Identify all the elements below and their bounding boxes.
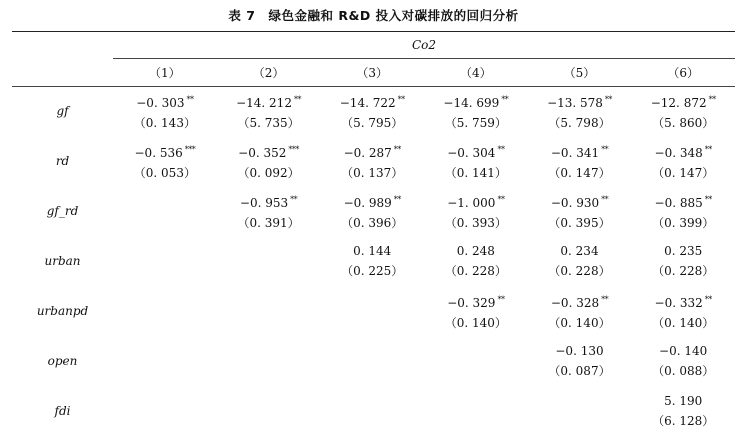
significance-stars: ***: [184, 144, 196, 154]
table-cell: [217, 336, 321, 386]
table-cell: [528, 136, 632, 186]
coefficient-line: [237, 190, 299, 213]
coefficient-block: [548, 341, 610, 381]
significance-stars: **: [497, 144, 505, 154]
table-cell: [113, 336, 217, 386]
standard-error: （0. 140）: [444, 315, 507, 330]
coefficient-block: [652, 190, 714, 233]
table-row: [12, 186, 735, 236]
coefficient-block: [445, 241, 507, 281]
standard-error: （0. 053）: [133, 165, 196, 180]
table-cell: [320, 86, 424, 136]
significance-stars: **: [604, 94, 612, 104]
table-cell: [424, 136, 528, 186]
column-header: （4）: [460, 66, 492, 80]
coefficient-value: −14. 722: [339, 95, 396, 110]
coefficient-block: [341, 140, 403, 183]
variable-label: urban: [44, 254, 81, 268]
coefficient-value: −0. 130: [555, 344, 604, 358]
coefficient-block: [134, 90, 196, 133]
table-row: [12, 286, 735, 336]
coefficient-value: 0. 144: [353, 244, 392, 258]
standard-error: （0. 228）: [652, 264, 715, 278]
coefficient-line: [652, 290, 714, 313]
coefficient-line: [547, 90, 612, 113]
coefficient-block: [134, 140, 196, 183]
table-cell: [424, 386, 528, 436]
standard-error: （0. 143）: [133, 115, 196, 130]
standard-error: （0. 141）: [444, 165, 507, 180]
significance-stars: ***: [288, 144, 299, 154]
coefficient-value: −0. 348: [654, 145, 703, 160]
coefficient-value: −0. 332: [654, 295, 703, 310]
dependent-variable-header: Co2: [411, 38, 437, 52]
table-cell: [424, 336, 528, 386]
significance-stars: **: [397, 94, 405, 104]
coefficient-value: −0. 303: [136, 95, 185, 110]
standard-error: （0. 147）: [548, 165, 611, 180]
significance-stars: **: [497, 294, 505, 304]
standard-error: （0. 147）: [652, 165, 715, 180]
table-title: 表 7 绿色金融和 R&D 投入对碳排放的回归分析: [228, 8, 519, 23]
coefficient-block: [236, 90, 301, 133]
coefficient-line: [443, 90, 508, 113]
coefficient-line: [341, 190, 403, 213]
table-cell: [528, 336, 632, 386]
standard-error: （0. 228）: [548, 264, 611, 278]
standard-error: （0. 393）: [444, 215, 507, 230]
significance-stars: **: [293, 94, 301, 104]
coefficient-value: 0. 235: [664, 244, 703, 258]
coefficient-block: [652, 391, 714, 431]
coefficient-block: [652, 241, 714, 281]
coefficient-block: [652, 140, 714, 183]
coefficient-line: [236, 90, 301, 113]
table-cell: [217, 386, 321, 436]
table-row: [12, 386, 735, 436]
coefficient-line: [548, 290, 610, 313]
coefficient-line: [445, 140, 507, 163]
table-row: [12, 336, 735, 386]
coefficient-block: [443, 90, 508, 133]
coefficient-block: [445, 290, 507, 333]
significance-stars: **: [497, 194, 505, 204]
standard-error: （0. 228）: [444, 264, 507, 278]
coefficient-value: 0. 248: [456, 244, 495, 258]
coefficient-value: −12. 872: [650, 95, 707, 110]
column-header: （2）: [252, 66, 285, 80]
column-header: （3）: [356, 66, 388, 80]
coefficient-value: −0. 352: [238, 145, 287, 160]
coefficient-value: −0. 140: [659, 344, 708, 358]
standard-error: （0. 396）: [341, 215, 404, 230]
column-header: （1）: [149, 66, 181, 80]
table-cell: [320, 286, 424, 336]
coefficient-value: −0. 885: [654, 195, 703, 210]
coefficient-block: [547, 90, 612, 133]
significance-stars: **: [601, 144, 609, 154]
significance-stars: **: [704, 144, 712, 154]
variable-label: rd: [55, 154, 70, 168]
coefficient-line: [548, 341, 610, 361]
table-cell: [631, 336, 735, 386]
coefficient-line: [548, 190, 610, 213]
significance-stars: **: [601, 294, 609, 304]
coefficient-value: −0. 953: [239, 195, 289, 210]
table-cell: [528, 386, 632, 436]
coefficient-line: [548, 140, 610, 163]
table-row: [12, 86, 735, 136]
coefficient-line: [652, 341, 714, 361]
coefficient-value: −14. 699: [443, 95, 500, 110]
column-header: （6）: [667, 66, 699, 80]
coefficient-line: [548, 241, 610, 261]
coefficient-block: [237, 190, 299, 233]
variable-label: fdi: [54, 404, 71, 418]
table-cell: [320, 336, 424, 386]
coefficient-value: −0. 930: [550, 195, 600, 210]
table-cell: [113, 386, 217, 436]
table-cell: [631, 286, 735, 336]
coefficient-line: [341, 241, 403, 261]
coefficient-value: −0. 328: [550, 295, 600, 310]
table-cell: [113, 236, 217, 286]
significance-stars: **: [393, 194, 401, 204]
standard-error: （5. 759）: [444, 115, 507, 130]
coefficient-line: [340, 90, 405, 113]
standard-error: （0. 087）: [548, 364, 611, 378]
table-cell: [217, 186, 321, 236]
table-cell: [320, 186, 424, 236]
standard-error: （0. 225）: [341, 264, 404, 278]
coefficient-block: [340, 90, 405, 133]
table-cell: [631, 386, 735, 436]
coefficient-block: [445, 190, 507, 233]
standard-error: （0. 088）: [652, 364, 715, 378]
significance-stars: **: [601, 194, 609, 204]
coefficient-line: [445, 241, 507, 261]
standard-error: （0. 092）: [237, 165, 300, 180]
table-cell: [424, 236, 528, 286]
table-cell: [528, 236, 632, 286]
significance-stars: **: [704, 294, 712, 304]
standard-error: （5. 860）: [652, 115, 715, 130]
variable-label: gf_rd: [46, 204, 79, 218]
coefficient-line: [445, 290, 507, 313]
coefficient-value: −0. 989: [343, 195, 392, 210]
coefficient-value: −0. 536: [134, 145, 183, 160]
table-cell: [217, 86, 321, 136]
coefficient-block: [341, 241, 403, 281]
table-cell: [113, 286, 217, 336]
coefficient-block: [341, 190, 403, 233]
coefficient-line: [652, 140, 714, 163]
coefficient-block: [548, 190, 610, 233]
coefficient-value: −0. 329: [447, 295, 496, 310]
significance-stars: **: [290, 194, 298, 204]
standard-error: （0. 395）: [548, 215, 611, 230]
coefficient-line: [445, 190, 507, 213]
variable-label: open: [47, 354, 78, 368]
table-cell: [113, 86, 217, 136]
coefficient-block: [652, 341, 714, 381]
table-cell: [113, 136, 217, 186]
coefficient-block: [548, 241, 610, 281]
coefficient-block: [652, 290, 714, 333]
coefficient-block: [237, 140, 299, 183]
table-row: [12, 136, 735, 186]
table-cell: [424, 286, 528, 336]
coefficient-value: −0. 287: [343, 145, 392, 160]
table-cell: [631, 86, 735, 136]
top-rule: [12, 31, 735, 32]
standard-error: （0. 391）: [237, 215, 300, 230]
variable-label: gf: [56, 104, 69, 118]
standard-error: （0. 140）: [548, 315, 611, 330]
coefficient-line: [651, 90, 716, 113]
significance-stars: **: [501, 94, 509, 104]
significance-stars: **: [186, 94, 194, 104]
coefficient-line: [237, 140, 299, 163]
table-cell: [528, 86, 632, 136]
coefficient-value: −0. 341: [550, 145, 600, 160]
column-header: （5）: [563, 66, 596, 80]
standard-error: （0. 140）: [652, 315, 715, 330]
coefficient-line: [341, 140, 403, 163]
coefficient-value: 5. 190: [664, 394, 703, 408]
table-cell: [631, 136, 735, 186]
table-cell: [424, 186, 528, 236]
significance-stars: **: [708, 94, 716, 104]
coefficient-value: −14. 212: [236, 95, 292, 110]
regression-table: [12, 59, 735, 436]
coefficient-value: 0. 234: [560, 244, 599, 258]
column-header-row: [12, 59, 735, 86]
table-cell: [320, 236, 424, 286]
standard-error: （5. 795）: [341, 115, 404, 130]
standard-error: （0. 399）: [652, 215, 715, 230]
coefficient-line: [652, 391, 714, 411]
table-row: [12, 236, 735, 286]
significance-stars: **: [704, 194, 712, 204]
table-cell: [631, 186, 735, 236]
table-cell: [528, 186, 632, 236]
variable-label: urbanpd: [36, 304, 89, 318]
coefficient-block: [548, 290, 610, 333]
coefficient-value: −0. 304: [447, 145, 496, 160]
table-cell: [424, 86, 528, 136]
coefficient-line: [652, 190, 714, 213]
coefficient-value: −1. 000: [447, 195, 496, 210]
stub-header: [12, 59, 113, 86]
table-cell: [320, 136, 424, 186]
coefficient-block: [445, 140, 507, 183]
table-cell: [217, 136, 321, 186]
table-cell: [631, 236, 735, 286]
table-cell: [320, 386, 424, 436]
table-cell: [217, 286, 321, 336]
standard-error: （5. 735）: [237, 115, 300, 130]
standard-error: （6. 128）: [652, 414, 715, 428]
standard-error: （5. 798）: [548, 115, 611, 130]
standard-error: （0. 137）: [341, 165, 404, 180]
coefficient-line: [652, 241, 714, 261]
table-cell: [528, 286, 632, 336]
coefficient-value: −13. 578: [547, 95, 603, 110]
significance-stars: **: [393, 144, 401, 154]
coefficient-block: [651, 90, 716, 133]
coefficient-line: [134, 140, 196, 163]
coefficient-block: [548, 140, 610, 183]
table-cell: [113, 186, 217, 236]
table-cell: [217, 236, 321, 286]
coefficient-line: [134, 90, 196, 113]
